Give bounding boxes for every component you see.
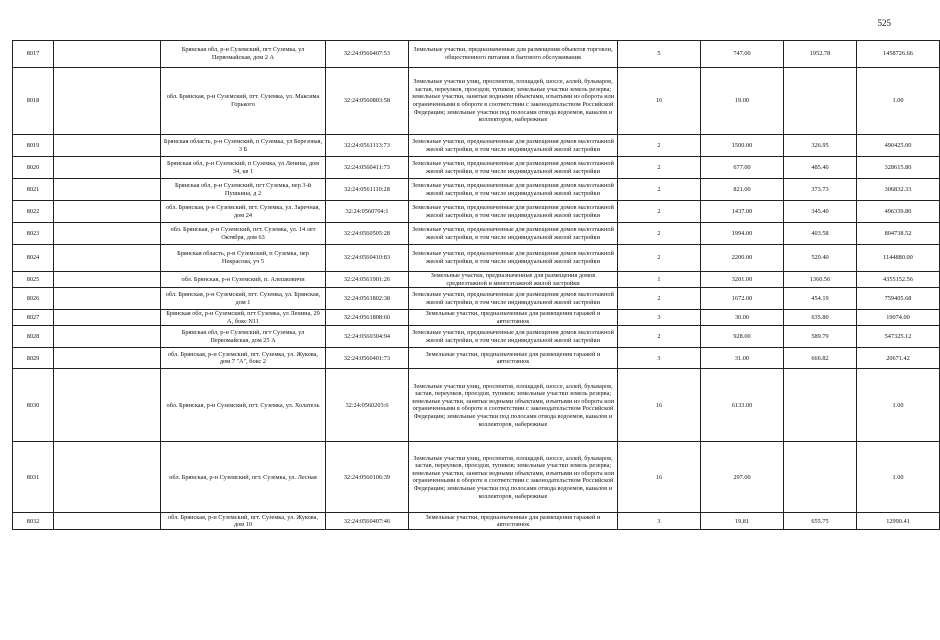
cadastral-value-cell: 1458726.66	[857, 41, 940, 68]
group-cell: 3	[618, 348, 701, 369]
cadastral-number-cell: 32:24:0560505:28	[326, 223, 409, 245]
specific-value-cell: 666.82	[784, 348, 857, 369]
cadastral-value-cell: 1.00	[857, 442, 940, 513]
address-cell: Брянская обл, р-н Суземский, пгт Суземка, ул Первомайская, дом 25 А	[161, 326, 326, 348]
empty-cell	[54, 135, 161, 157]
land-use-cell: Земельные участки, предназначенные для размещения объектов торговли, общественного питания и бытового обслуживания	[409, 41, 618, 68]
cadastral-value-cell: 1.00	[857, 68, 940, 135]
specific-value-cell: 485.40	[784, 157, 857, 179]
address-cell: обл. Брянская, р-н Суземский, пгт. Суземка, ул. Брянская, дом 1	[161, 288, 326, 310]
cadastral-value-cell: 12990.41	[857, 513, 940, 530]
cadastral-number-cell: 32:24:0560803:58	[326, 68, 409, 135]
cadastral-value-cell: 547325.12	[857, 326, 940, 348]
specific-value-cell: 326.95	[784, 135, 857, 157]
table-row	[13, 288, 940, 310]
specific-value-cell	[784, 369, 857, 442]
specific-value-cell: 1360.56	[784, 272, 857, 288]
cadastral-value-cell: 759405.68	[857, 288, 940, 310]
cadastral-number-cell: 32:24:0560304:94	[326, 326, 409, 348]
table-row	[13, 348, 940, 369]
land-use-cell: Земельные участки, предназначенные для размещения домов среднеэтажной и многоэтажной жилой застройки	[409, 272, 618, 288]
group-cell: 16	[618, 442, 701, 513]
area-cell: 1994.00	[701, 223, 784, 245]
empty-cell	[54, 245, 161, 272]
address-cell: Брянская обл, р-н Суземский, пгт Суземка, пер 3-й Пушкина, д 2	[161, 179, 326, 201]
row-number: 8023	[13, 223, 54, 245]
specific-value-cell	[784, 442, 857, 513]
address-cell: обл. Брянская, р-н Суземский, п. Алешковичи	[161, 272, 326, 288]
area-cell: 3201.00	[701, 272, 784, 288]
land-use-cell: Земельные участки, предназначенные для размещения гаражей и автостоянок	[409, 513, 618, 530]
cadastral-value-cell: 1144880.00	[857, 245, 940, 272]
land-use-cell: Земельные участки улиц, проспектов, площадей, шоссе, аллей, бульваров, застав, переулков, проездов, тупиков; земельные участки земель резерва; земельные участки, занятые водными объектами, изъятыми из оборота или ограниченными в обороте в соответствии с законодательством Российской Федерации; земельные участки под полосами отвода водоемов, каналов и коллекторов, набережные	[409, 442, 618, 513]
table-row	[13, 310, 940, 326]
group-cell: 2	[618, 223, 701, 245]
empty-cell	[54, 223, 161, 245]
specific-value-cell: 520.40	[784, 245, 857, 272]
table-row	[13, 135, 940, 157]
group-cell: 2	[618, 201, 701, 223]
land-use-cell: Земельные участки улиц, проспектов, площадей, шоссе, аллей, бульваров, застав, переулков, проездов, тупиков; земельные участки земель резерва; земельные участки, занятые водными объектами, изъятыми из оборота или ограниченными в обороте в соответствии с законодательством Российской Федерации; земельные участки под полосами отвода водоемов, каналов и коллекторов, набережные	[409, 369, 618, 442]
table-row	[13, 41, 940, 68]
row-number: 8020	[13, 157, 54, 179]
address-cell: Брянская обл, р-н Суземский, пгт Суземка, ул Первомайская, дом 2 А	[161, 41, 326, 68]
row-number: 8025	[13, 272, 54, 288]
group-cell: 16	[618, 68, 701, 135]
row-number: 8019	[13, 135, 54, 157]
land-use-cell: Земельные участки, предназначенные для размещения домов малоэтажной жилой застройки, в том числе индивидуальной жилой застройки	[409, 135, 618, 157]
row-number: 8027	[13, 310, 54, 326]
empty-cell	[54, 201, 161, 223]
specific-value-cell: 655.75	[784, 513, 857, 530]
cadastral-number-cell: 32:24:0561110:28	[326, 179, 409, 201]
cadastral-value-cell: 804738.52	[857, 223, 940, 245]
row-number: 8029	[13, 348, 54, 369]
group-cell: 3	[618, 310, 701, 326]
address-cell: обл. Брянская, р-н Суземский, пгт. Суземка, ул. Жукова, дом 7 "А", бокс 2	[161, 348, 326, 369]
empty-cell	[54, 157, 161, 179]
table-row	[13, 68, 940, 135]
page-number: 525	[877, 18, 891, 28]
cadastral-number-cell: 32:24:0560407:53	[326, 41, 409, 68]
cadastral-value-cell: 496339.80	[857, 201, 940, 223]
table-row	[13, 326, 940, 348]
group-cell: 5	[618, 41, 701, 68]
table-row	[13, 369, 940, 442]
specific-value-cell: 454.19	[784, 288, 857, 310]
row-number: 8032	[13, 513, 54, 530]
group-cell: 16	[618, 369, 701, 442]
specific-value-cell: 635.80	[784, 310, 857, 326]
cadastral-number-cell: 32:24:0560407:46	[326, 513, 409, 530]
group-cell: 1	[618, 272, 701, 288]
specific-value-cell	[784, 68, 857, 135]
table-row	[13, 245, 940, 272]
address-cell: обл. Брянская, р-н Суземский, пгт. Суземка, ул. Заречная, дом 24	[161, 201, 326, 223]
area-cell: 6133.00	[701, 369, 784, 442]
empty-cell	[54, 68, 161, 135]
cadastral-number-cell: 32:24:0561802:38	[326, 288, 409, 310]
cadastral-number-cell: 32:24:0560401:73	[326, 348, 409, 369]
group-cell: 3	[618, 513, 701, 530]
address-cell: Брянская область, р-н Суземский, п Суземка, ул Березовая, 3 Б	[161, 135, 326, 157]
cadastral-value-cell: 490425.00	[857, 135, 940, 157]
cadastral-number-cell: 32:24:0561113:73	[326, 135, 409, 157]
cadastral-value-cell: 328615.80	[857, 157, 940, 179]
table-row	[13, 513, 940, 530]
table-row	[13, 442, 940, 513]
row-number: 8017	[13, 41, 54, 68]
address-cell: обл. Брянская, р-н Суземский, пгт. Суземка, ул. Жукова, дом 10	[161, 513, 326, 530]
address-cell: Брянская область, р-н Суземский, п Суземка, пер Некрасова, уч 5	[161, 245, 326, 272]
cadastral-value-cell: 4355152.56	[857, 272, 940, 288]
land-use-cell: Земельные участки, предназначенные для размещения домов малоэтажной жилой застройки, в том числе индивидуальной жилой застройки	[409, 326, 618, 348]
table-row	[13, 201, 940, 223]
address-cell: Брянская обл, р-н Суземский, п Суземка, ул Ленина, дом 34, кв 1	[161, 157, 326, 179]
cadastral-number-cell: 32:24:0560704:1	[326, 201, 409, 223]
empty-cell	[54, 326, 161, 348]
cadastral-number-cell: 32:24:0560411:73	[326, 157, 409, 179]
land-use-cell: Земельные участки, предназначенные для размещения домов малоэтажной жилой застройки, в том числе индивидуальной жилой застройки	[409, 288, 618, 310]
area-cell: 19.00	[701, 68, 784, 135]
table-row	[13, 272, 940, 288]
group-cell: 2	[618, 135, 701, 157]
cadastral-number-cell: 32:24:0561808:60	[326, 310, 409, 326]
cadastral-value-cell: 19074.00	[857, 310, 940, 326]
row-number: 8030	[13, 369, 54, 442]
cadastral-number-cell: 32:24:0560203:6	[326, 369, 409, 442]
empty-cell	[54, 41, 161, 68]
specific-value-cell: 345.40	[784, 201, 857, 223]
area-cell: 677.00	[701, 157, 784, 179]
cadastral-value-table	[12, 40, 940, 530]
table-row	[13, 157, 940, 179]
specific-value-cell: 589.79	[784, 326, 857, 348]
area-cell: 19.81	[701, 513, 784, 530]
row-number: 8026	[13, 288, 54, 310]
empty-cell	[54, 179, 161, 201]
land-use-cell: Земельные участки, предназначенные для размещения гаражей и автостоянок	[409, 348, 618, 369]
address-cell: обл. Брянская, р-н Суземский, пгт. Суземка, ул. Лесная	[161, 442, 326, 513]
row-number: 8022	[13, 201, 54, 223]
area-cell: 297.00	[701, 442, 784, 513]
specific-value-cell: 403.58	[784, 223, 857, 245]
area-cell: 821.00	[701, 179, 784, 201]
cadastral-number-cell: 32:24:0561901:26	[326, 272, 409, 288]
table-row	[13, 179, 940, 201]
specific-value-cell: 1952.78	[784, 41, 857, 68]
row-number: 8028	[13, 326, 54, 348]
land-use-cell: Земельные участки, предназначенные для размещения домов малоэтажной жилой застройки, в том числе индивидуальной жилой застройки	[409, 201, 618, 223]
table-row	[13, 223, 940, 245]
land-use-cell: Земельные участки, предназначенные для размещения домов малоэтажной жилой застройки, в том числе индивидуальной жилой застройки	[409, 179, 618, 201]
area-cell: 1500.00	[701, 135, 784, 157]
empty-cell	[54, 310, 161, 326]
land-use-cell: Земельные участки, предназначенные для размещения домов малоэтажной жилой застройки, в том числе индивидуальной жилой застройки	[409, 223, 618, 245]
address-cell: обл. Брянская, р-н Суземский, пгт. Суземка, ул. 14 лет Октября, дом 63	[161, 223, 326, 245]
cadastral-value-cell: 1.00	[857, 369, 940, 442]
address-cell: обл. Брянская, р-н Суземский, пгт. Суземка, ул. Холатель	[161, 369, 326, 442]
area-cell: 1437.00	[701, 201, 784, 223]
row-number: 8018	[13, 68, 54, 135]
cadastral-value-cell: 20671.42	[857, 348, 940, 369]
row-number: 8024	[13, 245, 54, 272]
empty-cell	[54, 272, 161, 288]
land-use-cell: Земельные участки, предназначенные для размещения гаражей и автостоянок	[409, 310, 618, 326]
empty-cell	[54, 348, 161, 369]
cadastral-number-cell: 32:24:0560410:83	[326, 245, 409, 272]
group-cell: 2	[618, 179, 701, 201]
row-number: 8021	[13, 179, 54, 201]
area-cell: 1672.00	[701, 288, 784, 310]
address-cell: Брянская обл, р-н Суземский, пгт Суземка, ул Ленина, 29 А, бокс N11	[161, 310, 326, 326]
group-cell: 2	[618, 245, 701, 272]
group-cell: 2	[618, 326, 701, 348]
empty-cell	[54, 513, 161, 530]
group-cell: 2	[618, 288, 701, 310]
land-use-cell: Земельные участки улиц, проспектов, площадей, шоссе, аллей, бульваров, застав, переулков, проездов, тупиков; земельные участки земель резерва; земельные участки, занятые водными объектами, изъятыми из оборота или ограниченными в обороте в соответствии с законодательством Российской Федерации; земельные участки под полосами отвода водоемов, каналов и коллекторов, набережные	[409, 68, 618, 135]
specific-value-cell: 373.73	[784, 179, 857, 201]
row-number: 8031	[13, 442, 54, 513]
area-cell: 30.00	[701, 310, 784, 326]
cadastral-number-cell: 32:24:0560106:39	[326, 442, 409, 513]
address-cell: обл. Брянская, р-н Суземский, пгт. Суземка, ул. Максима Горького	[161, 68, 326, 135]
cadastral-value-cell: 306832.33	[857, 179, 940, 201]
land-use-cell: Земельные участки, предназначенные для размещения домов малоэтажной жилой застройки, в том числе индивидуальной жилой застройки	[409, 157, 618, 179]
empty-cell	[54, 288, 161, 310]
area-cell: 928.00	[701, 326, 784, 348]
empty-cell	[54, 442, 161, 513]
group-cell: 2	[618, 157, 701, 179]
area-cell: 2200.00	[701, 245, 784, 272]
area-cell: 31.00	[701, 348, 784, 369]
land-use-cell: Земельные участки, предназначенные для размещения домов малоэтажной жилой застройки, в том числе индивидуальной жилой застройки	[409, 245, 618, 272]
empty-cell	[54, 369, 161, 442]
area-cell: 747.00	[701, 41, 784, 68]
